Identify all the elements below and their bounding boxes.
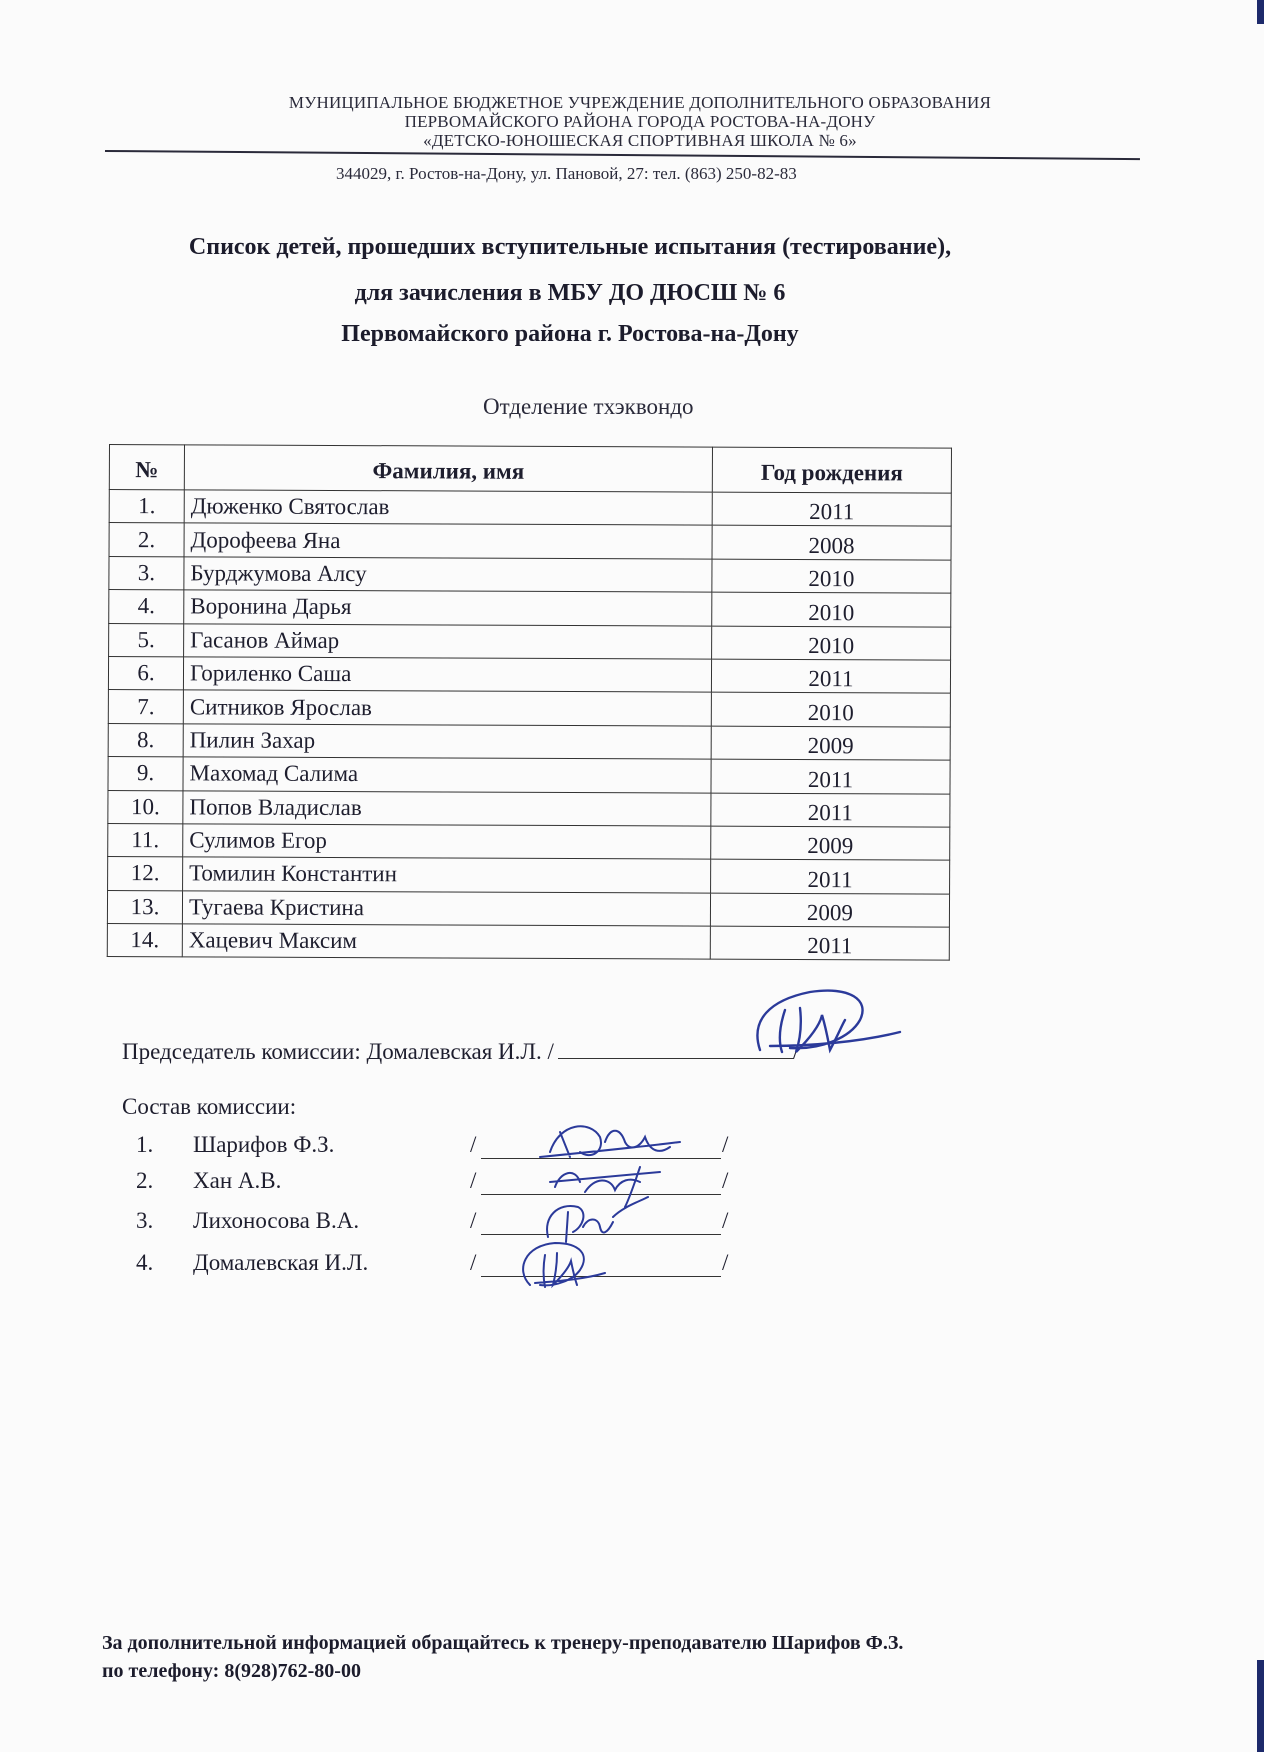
row-name: Хацевич Максим <box>182 924 710 960</box>
row-birth-year: 2011 <box>712 492 951 526</box>
row-name: Гасанов Аймар <box>184 623 712 659</box>
table-row <box>108 857 950 894</box>
document-title-line-3: Первомайского района г. Ростова-на-Дону <box>341 321 799 347</box>
row-number: 5. <box>109 623 184 657</box>
row-name: Бурджумова Алсу <box>184 557 712 593</box>
table-row <box>108 723 950 760</box>
signature-slash-close: / <box>722 1250 729 1275</box>
row-birth-year: 2011 <box>711 793 950 827</box>
row-number: 11. <box>108 823 183 857</box>
department-label: Отделение тхэквондо <box>483 394 694 419</box>
row-number: 10. <box>108 790 183 824</box>
member-name: Шарифов Ф.З. <box>193 1132 335 1157</box>
commission-member <box>136 1132 756 1162</box>
table-row <box>109 523 951 560</box>
row-birth-year: 2010 <box>711 692 950 726</box>
row-birth-year: 2011 <box>711 759 950 793</box>
table-row <box>108 690 950 727</box>
signature-slash-open: / <box>470 1208 477 1233</box>
table-row <box>108 757 950 794</box>
row-birth-year: 2010 <box>712 559 951 593</box>
column-header-name: Фамилия, имя <box>184 445 712 492</box>
row-name: Пилин Захар <box>183 724 711 760</box>
row-birth-year: 2011 <box>711 859 950 893</box>
chair-closing-slash: / <box>792 1039 800 1064</box>
row-number: 2. <box>109 523 184 557</box>
row-name: Воронина Дарья <box>184 590 712 626</box>
row-birth-year: 2010 <box>712 592 951 626</box>
org-name-line-1: МУНИЦИПАЛЬНОЕ БЮДЖЕТНОЕ УЧРЕЖДЕНИЕ ДОПОЛНИТЕЛЬНОГО ОБРАЗОВАНИЯ <box>288 93 992 112</box>
scan-edge-mark <box>1257 1660 1264 1752</box>
contact-info-line-1: За дополнительной информацией обращайтесь к тренеру-преподавателю Шарифов Ф.З. <box>102 1632 904 1654</box>
member-name: Хан А.В. <box>193 1168 282 1193</box>
org-name-line-3: «ДЕТСКО-ЮНОШЕСКАЯ СПОРТИВНАЯ ШКОЛА № 6» <box>423 131 857 150</box>
signature-slash-close: / <box>722 1168 729 1193</box>
row-number: 9. <box>108 757 183 791</box>
member-number: 3. <box>136 1208 154 1233</box>
table-row <box>109 590 951 627</box>
row-birth-year: 2009 <box>711 826 950 860</box>
row-name: Дюженко Святослав <box>184 490 712 526</box>
table-header-row <box>109 445 951 494</box>
column-header-number: № <box>109 445 184 490</box>
signature-slash-close: / <box>722 1132 729 1157</box>
member-name: Домалевская И.Л. <box>193 1250 369 1275</box>
row-birth-year: 2008 <box>712 526 951 560</box>
table-row <box>109 556 951 593</box>
org-name-line-2: ПЕРВОМАЙСКОГО РАЙОНА ГОРОДА РОСТОВА-НА-ДОНУ <box>404 112 876 131</box>
row-number: 3. <box>109 556 184 590</box>
children-table <box>107 444 952 961</box>
scan-edge-mark <box>1257 0 1264 24</box>
commission-member <box>136 1208 756 1238</box>
commission-label: Состав комиссии: <box>122 1094 297 1119</box>
row-name: Ситников Ярослав <box>183 690 711 726</box>
row-number: 4. <box>109 590 184 624</box>
signature-slash-open: / <box>470 1168 477 1193</box>
row-birth-year: 2011 <box>710 926 949 960</box>
row-name: Тугаева Кристина <box>182 891 710 927</box>
chair-label: Председатель комиссии: Домалевская И.Л. / <box>122 1039 554 1064</box>
row-birth-year: 2010 <box>712 626 951 660</box>
member-name: Лихоносова В.А. <box>193 1208 360 1233</box>
row-number: 6. <box>108 656 183 690</box>
signature-slash-close: / <box>722 1208 729 1233</box>
document-title-line-1: Список детей, прошедших вступительные испытания (тестирование), <box>188 234 952 260</box>
row-name: Махомад Салима <box>183 757 711 793</box>
row-birth-year: 2011 <box>711 659 950 693</box>
header-divider <box>105 150 1140 160</box>
member-signature-line <box>481 1208 721 1235</box>
contact-info-line-2: по телефону: 8(928)762-80-00 <box>102 1660 361 1682</box>
org-address: 344029, г. Ростов-на-Дону, ул. Пановой, 27: тел. (863) 250-82-83 <box>336 164 797 183</box>
table-row <box>109 490 951 527</box>
table-row <box>108 823 950 860</box>
table-row <box>108 790 950 827</box>
row-number: 1. <box>109 490 184 524</box>
row-number: 7. <box>108 690 183 724</box>
commission-chair-line <box>122 1036 799 1065</box>
table-row <box>108 656 950 693</box>
member-number: 2. <box>136 1168 154 1193</box>
member-signature-line <box>481 1168 721 1195</box>
commission-member <box>136 1168 756 1198</box>
row-birth-year: 2009 <box>710 893 949 927</box>
row-name: Сулимов Егор <box>183 824 711 860</box>
table-row <box>107 924 949 961</box>
row-name: Томилин Константин <box>183 857 711 893</box>
row-number: 13. <box>107 890 182 924</box>
row-name: Дорофеева Яна <box>184 523 712 559</box>
signature-slash-open: / <box>470 1132 477 1157</box>
row-birth-year: 2009 <box>711 726 950 760</box>
document-title-line-2: для зачисления в МБУ ДО ДЮСШ № 6 <box>354 280 786 306</box>
member-signature-line <box>481 1250 721 1277</box>
member-number: 1. <box>136 1132 154 1157</box>
row-name: Гориленко Саша <box>183 657 711 693</box>
row-name: Попов Владислав <box>183 790 711 826</box>
member-signature-line <box>481 1132 721 1159</box>
row-number: 8. <box>108 723 183 757</box>
commission-member <box>136 1250 756 1280</box>
chair-signature-line <box>558 1036 793 1059</box>
member-number: 4. <box>136 1250 154 1275</box>
row-number: 12. <box>108 857 183 891</box>
row-number: 14. <box>107 924 182 958</box>
column-header-birth-year: Год рождения <box>712 447 951 493</box>
table-row <box>107 890 949 927</box>
signature-slash-open: / <box>470 1250 477 1275</box>
table-row <box>109 623 951 660</box>
